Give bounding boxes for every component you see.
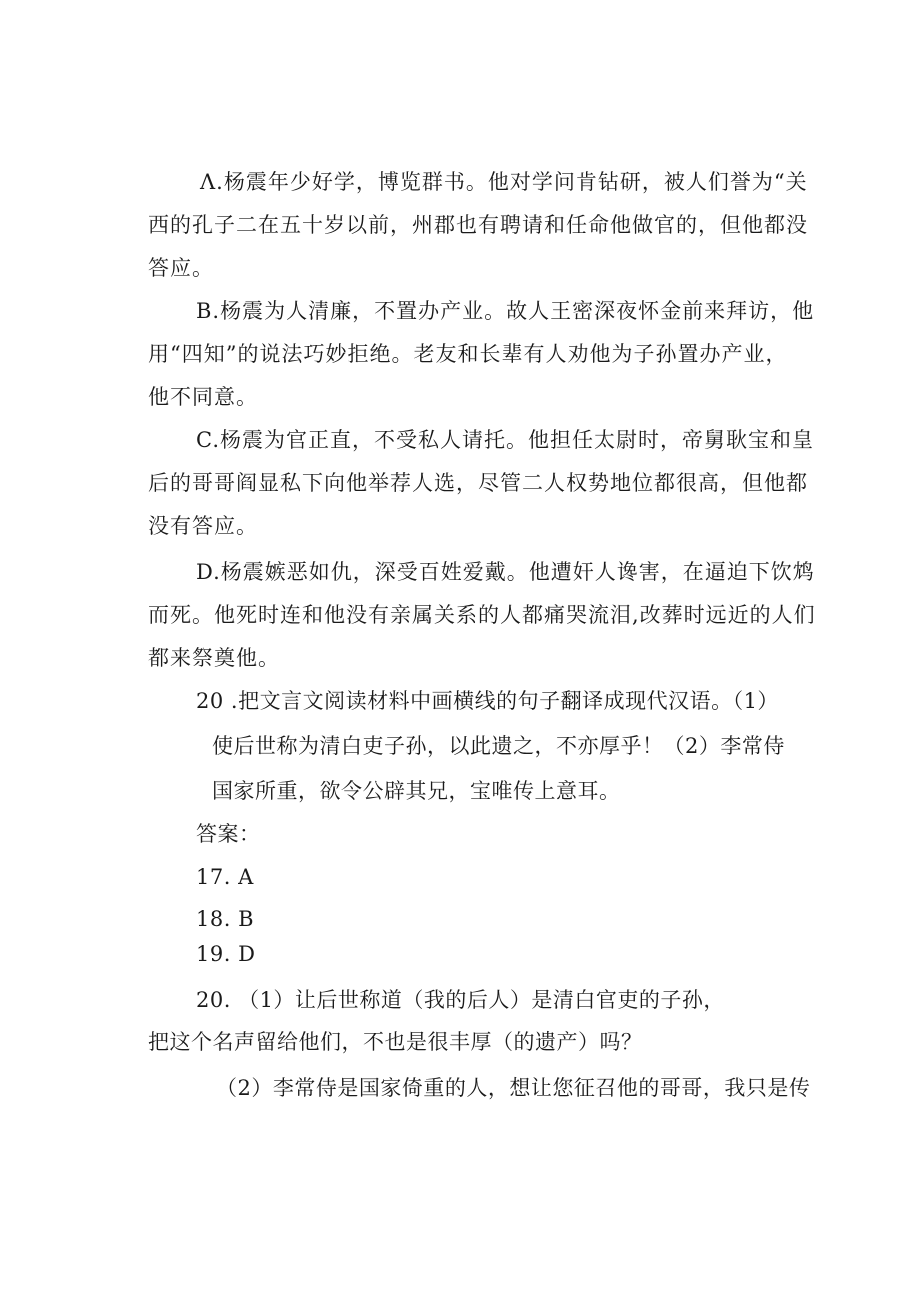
- option-d-line-3: 都来祭奠他。: [148, 646, 280, 670]
- answer-20-line-3: （2）李常侍是国家倚重的人，想让您征召他的哥哥，我只是传: [216, 1076, 811, 1100]
- option-b-line-2: 用“四知”的说法巧妙拒绝。老友和长辈有人劝他为子孙置办产业，: [148, 342, 788, 366]
- option-a-line-1: Λ.杨震年少好学，博览群书。他对学问肯钻研，被人们誉为“关: [200, 170, 808, 194]
- answers-heading: 答案：: [196, 822, 261, 846]
- option-c-line-3: 没有答应。: [148, 514, 258, 538]
- option-d-line-2: 而死。他死时连和他没有亲属关系的人都痛哭流泪,改葬时远近的人们: [148, 603, 816, 627]
- answer-17: 17. A: [196, 865, 254, 889]
- option-a-line-2: 西的孔子二在五十岁以前，州郡也有聘请和任命他做官的，但他都没: [148, 213, 808, 237]
- question-20-line-1: 20 .把文言文阅读材料中画横线的句子翻译成现代汉语。（1）: [196, 689, 779, 713]
- answer-18: 18. B: [196, 907, 255, 931]
- option-a-line-3: 答应。: [148, 256, 214, 280]
- answer-19: 19. D: [196, 942, 256, 966]
- answer-20-line-1: 20. （1）让后世称道（我的后人）是清白官吏的子孙，: [196, 988, 725, 1012]
- option-c-line-2: 后的哥哥阎显私下向他举荐人选，尽管二人权势地位都很高，但他都: [148, 471, 808, 495]
- question-20-line-2: 使后世称为清白吏子孙，以此遗之，不亦厚乎！（2）李常侍: [212, 734, 785, 758]
- option-d-line-1: D.杨震嫉恶如仇，深受百姓爱戴。他遭奸人谗害，在逼迫下饮鸩: [196, 560, 815, 584]
- option-b-line-3: 他不同意。: [148, 385, 258, 409]
- option-c-line-1: C.杨震为官正直，不受私人请托。他担任太尉时，帝舅耿宝和皇: [196, 428, 814, 452]
- option-b-line-1: B.杨震为人清廉，不置办产业。故人王密深夜怀金前来拜访，他: [196, 299, 815, 323]
- answer-20-line-2: 把这个名声留给他们，不也是很丰厚（的遗产）吗？: [148, 1030, 643, 1054]
- question-20-line-3: 国家所重，欲令公辟其兄，宝唯传上意耳。: [212, 779, 621, 803]
